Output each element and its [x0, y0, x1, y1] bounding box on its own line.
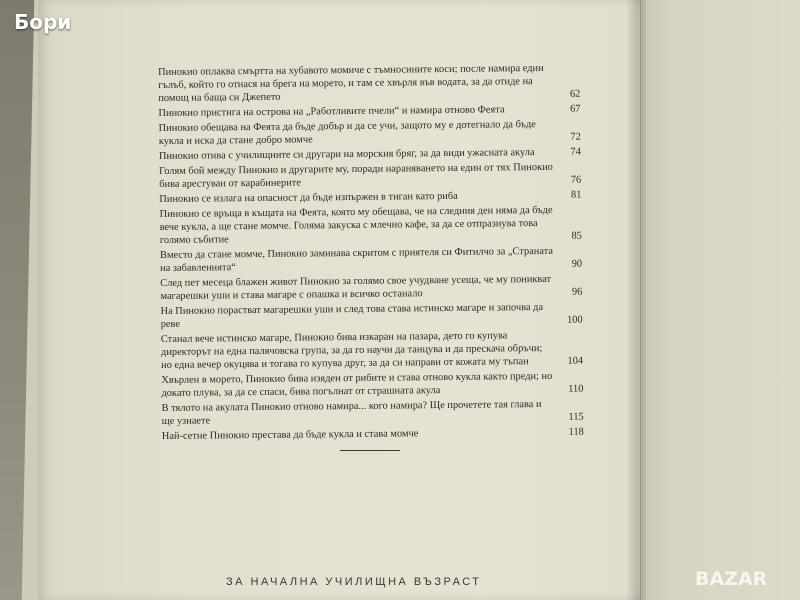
toc-entry [161, 301, 581, 331]
table-of-contents [158, 62, 582, 445]
toc-entry [159, 161, 582, 191]
toc-page-number: 110 [568, 383, 584, 395]
toc-entry [159, 204, 582, 247]
toc-page-number: 67 [570, 103, 581, 115]
toc-page-number: 90 [571, 258, 583, 270]
toc-entry [159, 245, 583, 275]
toc-entry-text: Хвърлен в морето, Пинокио бива изяден от рибите и става отново кукла както преди; но докато плува, за да се спаси, бива погълнат от страшната акула [161, 370, 553, 399]
toc-page-number: 74 [570, 146, 581, 158]
toc-entry-text: Най-сетне Пинокио престава да бъде кукла и става момче [161, 428, 419, 442]
toc-page-number: 62 [569, 88, 581, 100]
toc-entry [160, 329, 584, 372]
toc-entry [162, 426, 582, 443]
toc-entry-text: Станал вече истинско магаре, Пинокио бива изкаран на пазара, дето го купува директорът на една палячовска група, за да го научи да танцува и да прескача обръчи; но една вечер окуцява и тогава го купува друг, за да си направи от кожата му тъпан [160, 330, 543, 371]
toc-page-number: 72 [570, 131, 581, 143]
toc-entry [159, 118, 579, 148]
age-group-footer: ЗА НАЧАЛНА УЧИЛИЩНА ВЪЗРАСТ [226, 576, 482, 588]
seller-name: Бори [14, 10, 72, 34]
book-spine-shadow [626, 0, 646, 600]
toc-entry-text: Пинокио се връща в къщата на Феята, която му обещава, че на следния ден няма да бъде вече кукла, а ще стане момче. Голяма закуска с млечно кафе, за да се отпразнува това голямо събитие [159, 204, 553, 246]
toc-entry-text: След пет месеца блажен живот Пинокио за голямо свое учудване усеща, че му поникват магарешки уши и става магаре с опашка и всичко останало [160, 273, 552, 302]
toc-entry [158, 62, 581, 105]
toc-entry-text: В тялото на акулата Пинокио отново намира... кого намира? Ще прочетете тая глава и ще узнаете [161, 399, 542, 427]
toc-entry-text: Вместо да стане момче, Пинокио заминава скритом с приятеля си Фитилчо за „Страната на забавленията“ [159, 245, 554, 274]
toc-entry-text: Пинокио пристига на острова на „Работливите пчели“ и намира отново Феята [158, 104, 505, 119]
toc-page-number: 100 [567, 314, 583, 326]
toc-entry [160, 273, 583, 303]
section-divider [340, 450, 400, 451]
toc-page-number: 104 [567, 355, 584, 367]
toc-entry [161, 370, 584, 400]
toc-entry-text: Голям бой между Пинокио и другарите му, поради нараняването на един от тях Пинокио бива арестуван от карабинерите [159, 161, 553, 190]
toc-page-number: 76 [570, 174, 582, 186]
toc-entry [162, 398, 582, 428]
toc-entry-text: Пинокио отива с училищните си другари на морския бряг, за да види ужасната акула [158, 147, 535, 162]
toc-page-number: 115 [568, 411, 584, 423]
toc-page-number: 118 [568, 426, 584, 438]
right-page-edge [640, 0, 800, 600]
toc-page-number: 81 [570, 189, 582, 201]
toc-entry-text: Пинокио се излага на опасност да бъде изпържен в тиган като риба [159, 190, 458, 205]
toc-entry-text: Пинокио обещава на Феята да бъде добър и да се учи, защото му е дотегнало да бъде кукла и иска да стане добро момче [158, 119, 536, 147]
toc-entry-text: Пинокио оплаква смъртта на хубавото момиче с тъмносините коси; после намира един гълъб, който го отнася на брега на морето, и там се хвърля във водата, за да отиде на помощ на баща си Джепето [158, 62, 544, 104]
watermark-logo: BAZAR [695, 568, 768, 590]
toc-entry-text: На Пинокио порастват магарешки уши и след това става истинско магаре и започва да реве [160, 301, 544, 330]
toc-page-number: 85 [571, 230, 582, 242]
toc-page-number: 96 [571, 286, 583, 298]
